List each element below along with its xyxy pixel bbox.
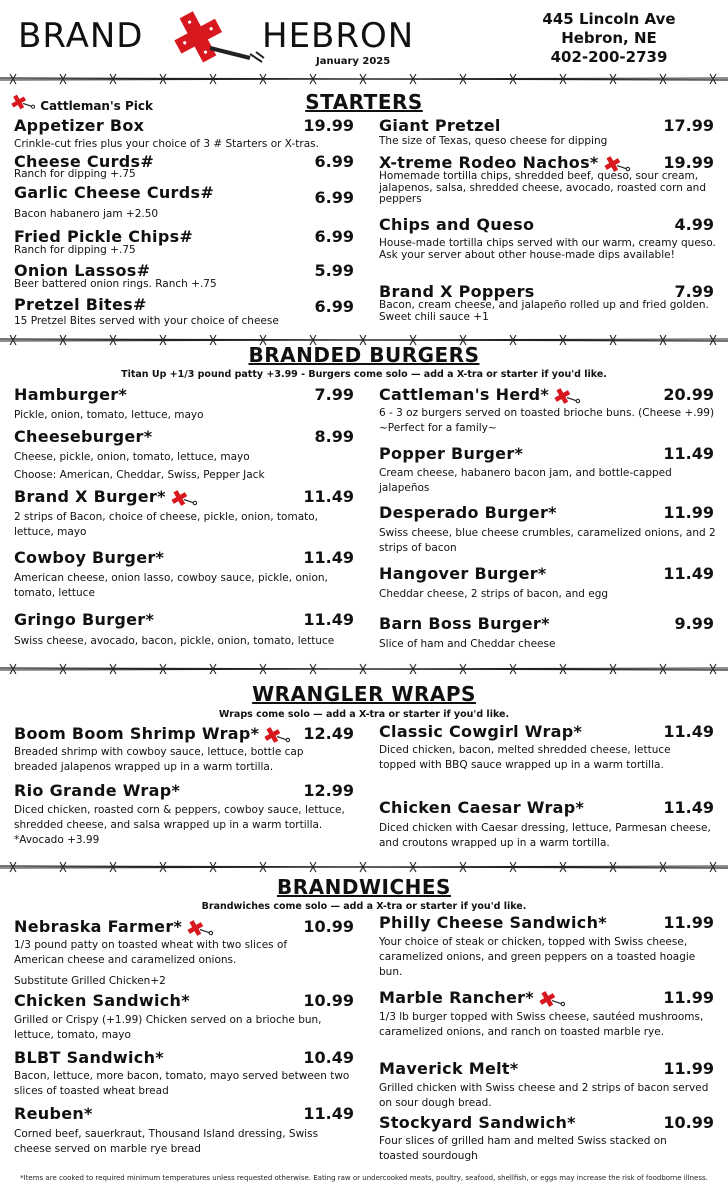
item-name-text: Marble Rancher* (379, 988, 534, 1007)
address-block (500, 10, 718, 67)
item-name-text: Boom Boom Shrimp Wrap* (14, 724, 260, 743)
food-safety-disclaimer: *Items are cooked to required minimum temperatures unless requested otherwise. Eating raw or undercooked meats, poultry, seafood, shellfish, or eggs may increase the risk of foodborne illness. (20, 1174, 708, 1182)
item-price: 11.49 (303, 1104, 354, 1123)
item-price: 7.99 (674, 282, 714, 301)
item-price: 10.49 (303, 1048, 354, 1067)
item-name: Classic Cowgirl Wrap* (379, 722, 583, 741)
item-price: 11.99 (663, 913, 714, 932)
item-desc: Bacon, cream cheese, and jalapeño rolled up and fried golden. Sweet chili sauce +1 (379, 299, 709, 323)
section-title-brandwiches: BRANDWICHES (277, 875, 451, 899)
item-name: Giant Pretzel (379, 116, 501, 135)
item-desc: Bacon, lettuce, more bacon, tomato, mayo served between two slices of toasted wheat bread (14, 1070, 350, 1097)
item-desc: Cream cheese, habanero bacon jam, and bottle-capped jalapeños (379, 467, 672, 494)
item-price: 11.49 (303, 548, 354, 567)
item-desc: 1/3 lb burger topped with Swiss cheese, sautéed mushrooms, caramelized onions, and ranch on toasted marble rye. (379, 1011, 704, 1038)
section-title-starters: STARTERS (305, 90, 423, 114)
item-desc: Grilled chicken with Swiss cheese and 2 strips of bacon served on sour dough bread. (379, 1082, 709, 1109)
item-desc: Pickle, onion, tomato, lettuce, mayo (14, 409, 204, 421)
item-name: Chicken Caesar Wrap* (379, 798, 585, 817)
item-name: Chips and Queso (379, 215, 535, 234)
item-name: Maverick Melt* (379, 1059, 519, 1078)
item-name: Popper Burger* (379, 444, 524, 463)
barbed-wire-divider (0, 860, 728, 874)
item-name: Chicken Sandwich* (14, 991, 190, 1010)
item-name: Philly Cheese Sandwich* (379, 913, 607, 932)
item-desc: House-made tortilla chips served with our warm, creamy queso. Ask your server about other house-made dips available! (379, 237, 716, 261)
address-city: Hebron, NE (561, 29, 657, 47)
item-desc: 6 - 3 oz burgers served on toasted brioche buns. (Cheese +.99) ~Perfect for a family~ (379, 407, 715, 434)
item-name: Rio Grande Wrap* (14, 781, 181, 800)
item-name: Cowboy Burger* (14, 548, 165, 567)
item-name: BLBT Sandwich* (14, 1048, 164, 1067)
section-title-burgers: BRANDED BURGERS (248, 343, 480, 367)
item-name: Fried Pickle Chips# (14, 227, 194, 246)
brand-icon (553, 388, 581, 404)
item-price: 17.99 (663, 116, 714, 135)
item-name: Hangover Burger* (379, 564, 547, 583)
item-price: 11.49 (663, 722, 714, 741)
item-desc: Swiss cheese, avocado, bacon, pickle, onion, tomato, lettuce (14, 635, 335, 647)
item-name: Appetizer Box (14, 116, 145, 135)
item-name: Reuben* (14, 1104, 93, 1123)
item-desc: American cheese, onion lasso, cowboy sauce, pickle, onion, tomato, lettuce (14, 572, 328, 599)
item-name: Barn Boss Burger* (379, 614, 550, 633)
item-desc: Grilled or Crispy (+1.99) Chicken served on a brioche bun, lettuce, tomato, mayo (14, 1014, 322, 1041)
item-desc: Crinkle-cut fries plus your choice of 3 # Starters or X-tras. (14, 138, 319, 150)
item-price: 9.99 (674, 614, 714, 633)
menu-date: January 2025 (316, 56, 391, 67)
item-name: Stockyard Sandwich* (379, 1113, 576, 1132)
item-name-text: X-treme Rodeo Nachos* (379, 153, 599, 172)
item-price: 11.99 (663, 988, 714, 1007)
legend-label: Cattleman's Pick (40, 99, 153, 113)
item-desc-2: Substitute Grilled Chicken+2 (14, 975, 166, 987)
item-name: Brand X Poppers (379, 282, 535, 301)
item-desc: Cheddar cheese, 2 strips of bacon, and egg (379, 588, 609, 600)
item-desc: Beer battered onion rings. Ranch +.75 (14, 278, 217, 290)
section-title-wraps: WRANGLER WRAPS (252, 682, 476, 706)
item-name: Hamburger* (14, 385, 128, 404)
logo-location-word: HEBRON (262, 16, 415, 56)
item-price: 19.99 (303, 116, 354, 135)
item-price: 11.99 (663, 503, 714, 522)
item-name: Onion Lassos# (14, 261, 151, 280)
item-desc: 1/3 pound patty on toasted wheat with two slices of American cheese and caramelized onions. (14, 939, 288, 966)
item-name: Pretzel Bites# (14, 295, 147, 314)
phone-number: 402-200-2739 (550, 48, 668, 66)
item-desc: 2 strips of Bacon, choice of cheese, pickle, onion, tomato, lettuce, mayo (14, 511, 319, 538)
item-name: Cheese Curds# (14, 152, 155, 171)
item-price: 11.49 (663, 444, 714, 463)
item-price: 4.99 (674, 215, 714, 234)
logo-brand-word: BRAND (18, 16, 144, 56)
item-name (14, 487, 198, 506)
brand-icon (538, 991, 566, 1007)
item-price: 10.99 (303, 991, 354, 1010)
item-price: 7.99 (314, 385, 354, 404)
item-name: Cheeseburger* (14, 427, 153, 446)
item-name (14, 917, 214, 936)
item-price: 19.99 (663, 153, 714, 172)
item-desc: Diced chicken, bacon, melted shredded cheese, lettuce topped with BBQ sauce wrapped up in a warm tortilla. (379, 744, 671, 771)
brand-logo-icon (170, 8, 268, 66)
item-desc: Homemade tortilla chips, shredded beef, queso, sour cream, jalapenos, salsa, shredded cheese, avocado, roasted corn and peppers (379, 170, 706, 205)
item-name: Garlic Cheese Curds# (14, 183, 215, 202)
item-price: 11.49 (303, 487, 354, 506)
item-price: 10.99 (663, 1113, 714, 1132)
item-name (379, 385, 581, 404)
item-price: 12.49 (303, 724, 354, 743)
item-name (379, 988, 566, 1007)
item-desc-2: Choose: American, Cheddar, Swiss, Pepper Jack (14, 469, 265, 481)
item-name: Desperado Burger* (379, 503, 557, 522)
item-desc: Cheese, pickle, onion, tomato, lettuce, mayo (14, 451, 250, 463)
item-desc: Ranch for dipping +.75 (14, 244, 136, 256)
item-desc: Ranch for dipping +.75 (14, 168, 136, 180)
item-price: 11.49 (663, 798, 714, 817)
item-price: 5.99 (314, 261, 354, 280)
item-desc: Bacon habanero jam +2.50 (14, 208, 159, 220)
section-note: Wraps come solo — add a X-tra or starter if you'd like. (218, 709, 510, 720)
item-desc: Corned beef, sauerkraut, Thousand Island dressing, Swiss cheese served on marble rye bread (14, 1128, 319, 1155)
item-price: 8.99 (314, 427, 354, 446)
item-desc: Four slices of grilled ham and melted Swiss stacked on toasted sourdough (379, 1135, 667, 1162)
barbed-wire-divider (0, 662, 728, 676)
item-price: 12.99 (303, 781, 354, 800)
item-price: 11.49 (303, 610, 354, 629)
item-name-text: Cattleman's Herd* (379, 385, 550, 404)
section-note: Titan Up +1/3 pound patty +3.99 - Burgers come solo — add a X-tra or starter if you'd like. (121, 369, 607, 380)
item-desc: Diced chicken with Caesar dressing, lettuce, Parmesan cheese, and croutons wrapped up in a warm tortilla. (379, 822, 711, 849)
item-desc: Diced chicken, roasted corn & peppers, cowboy sauce, lettuce, shredded cheese, and salsa wrapped up in a warm tortilla. *Avocado +3.99 (14, 804, 345, 846)
address-street: 445 Lincoln Ave (542, 10, 676, 28)
item-price: 10.99 (303, 917, 354, 936)
brand-icon (186, 920, 214, 936)
brand-icon (263, 727, 291, 743)
item-desc: Slice of ham and Cheddar cheese (379, 638, 556, 650)
item-price: 6.99 (314, 297, 354, 316)
item-price: 11.99 (663, 1059, 714, 1078)
item-name-text: Nebraska Farmer* (14, 917, 183, 936)
item-price: 6.99 (314, 227, 354, 246)
item-name (14, 724, 291, 743)
item-desc: The size of Texas, queso cheese for dipping (379, 135, 608, 147)
item-desc: Breaded shrimp with cowboy sauce, lettuce, bottle cap breaded jalapenos wrapped up in a warm tortilla. (14, 746, 304, 773)
section-note: Brandwiches come solo — add a X-tra or starter if you'd like. (201, 901, 527, 912)
item-desc: Your choice of steak or chicken, topped with Swiss cheese, caramelized onions, and green peppers on a toasted hoagie bun. (379, 936, 696, 978)
item-name-text: Brand X Burger* (14, 487, 166, 506)
brand-icon (170, 490, 198, 506)
item-price: 6.99 (314, 152, 354, 171)
item-price: 20.99 (663, 385, 714, 404)
item-desc: 15 Pretzel Bites served with your choice of cheese (14, 315, 279, 327)
item-desc: Swiss cheese, blue cheese crumbles, caramelized onions, and 2 strips of bacon (379, 527, 716, 554)
item-name: Gringo Burger* (14, 610, 155, 629)
item-price: 6.99 (314, 188, 354, 207)
item-price: 11.49 (663, 564, 714, 583)
barbed-wire-divider (0, 72, 728, 86)
